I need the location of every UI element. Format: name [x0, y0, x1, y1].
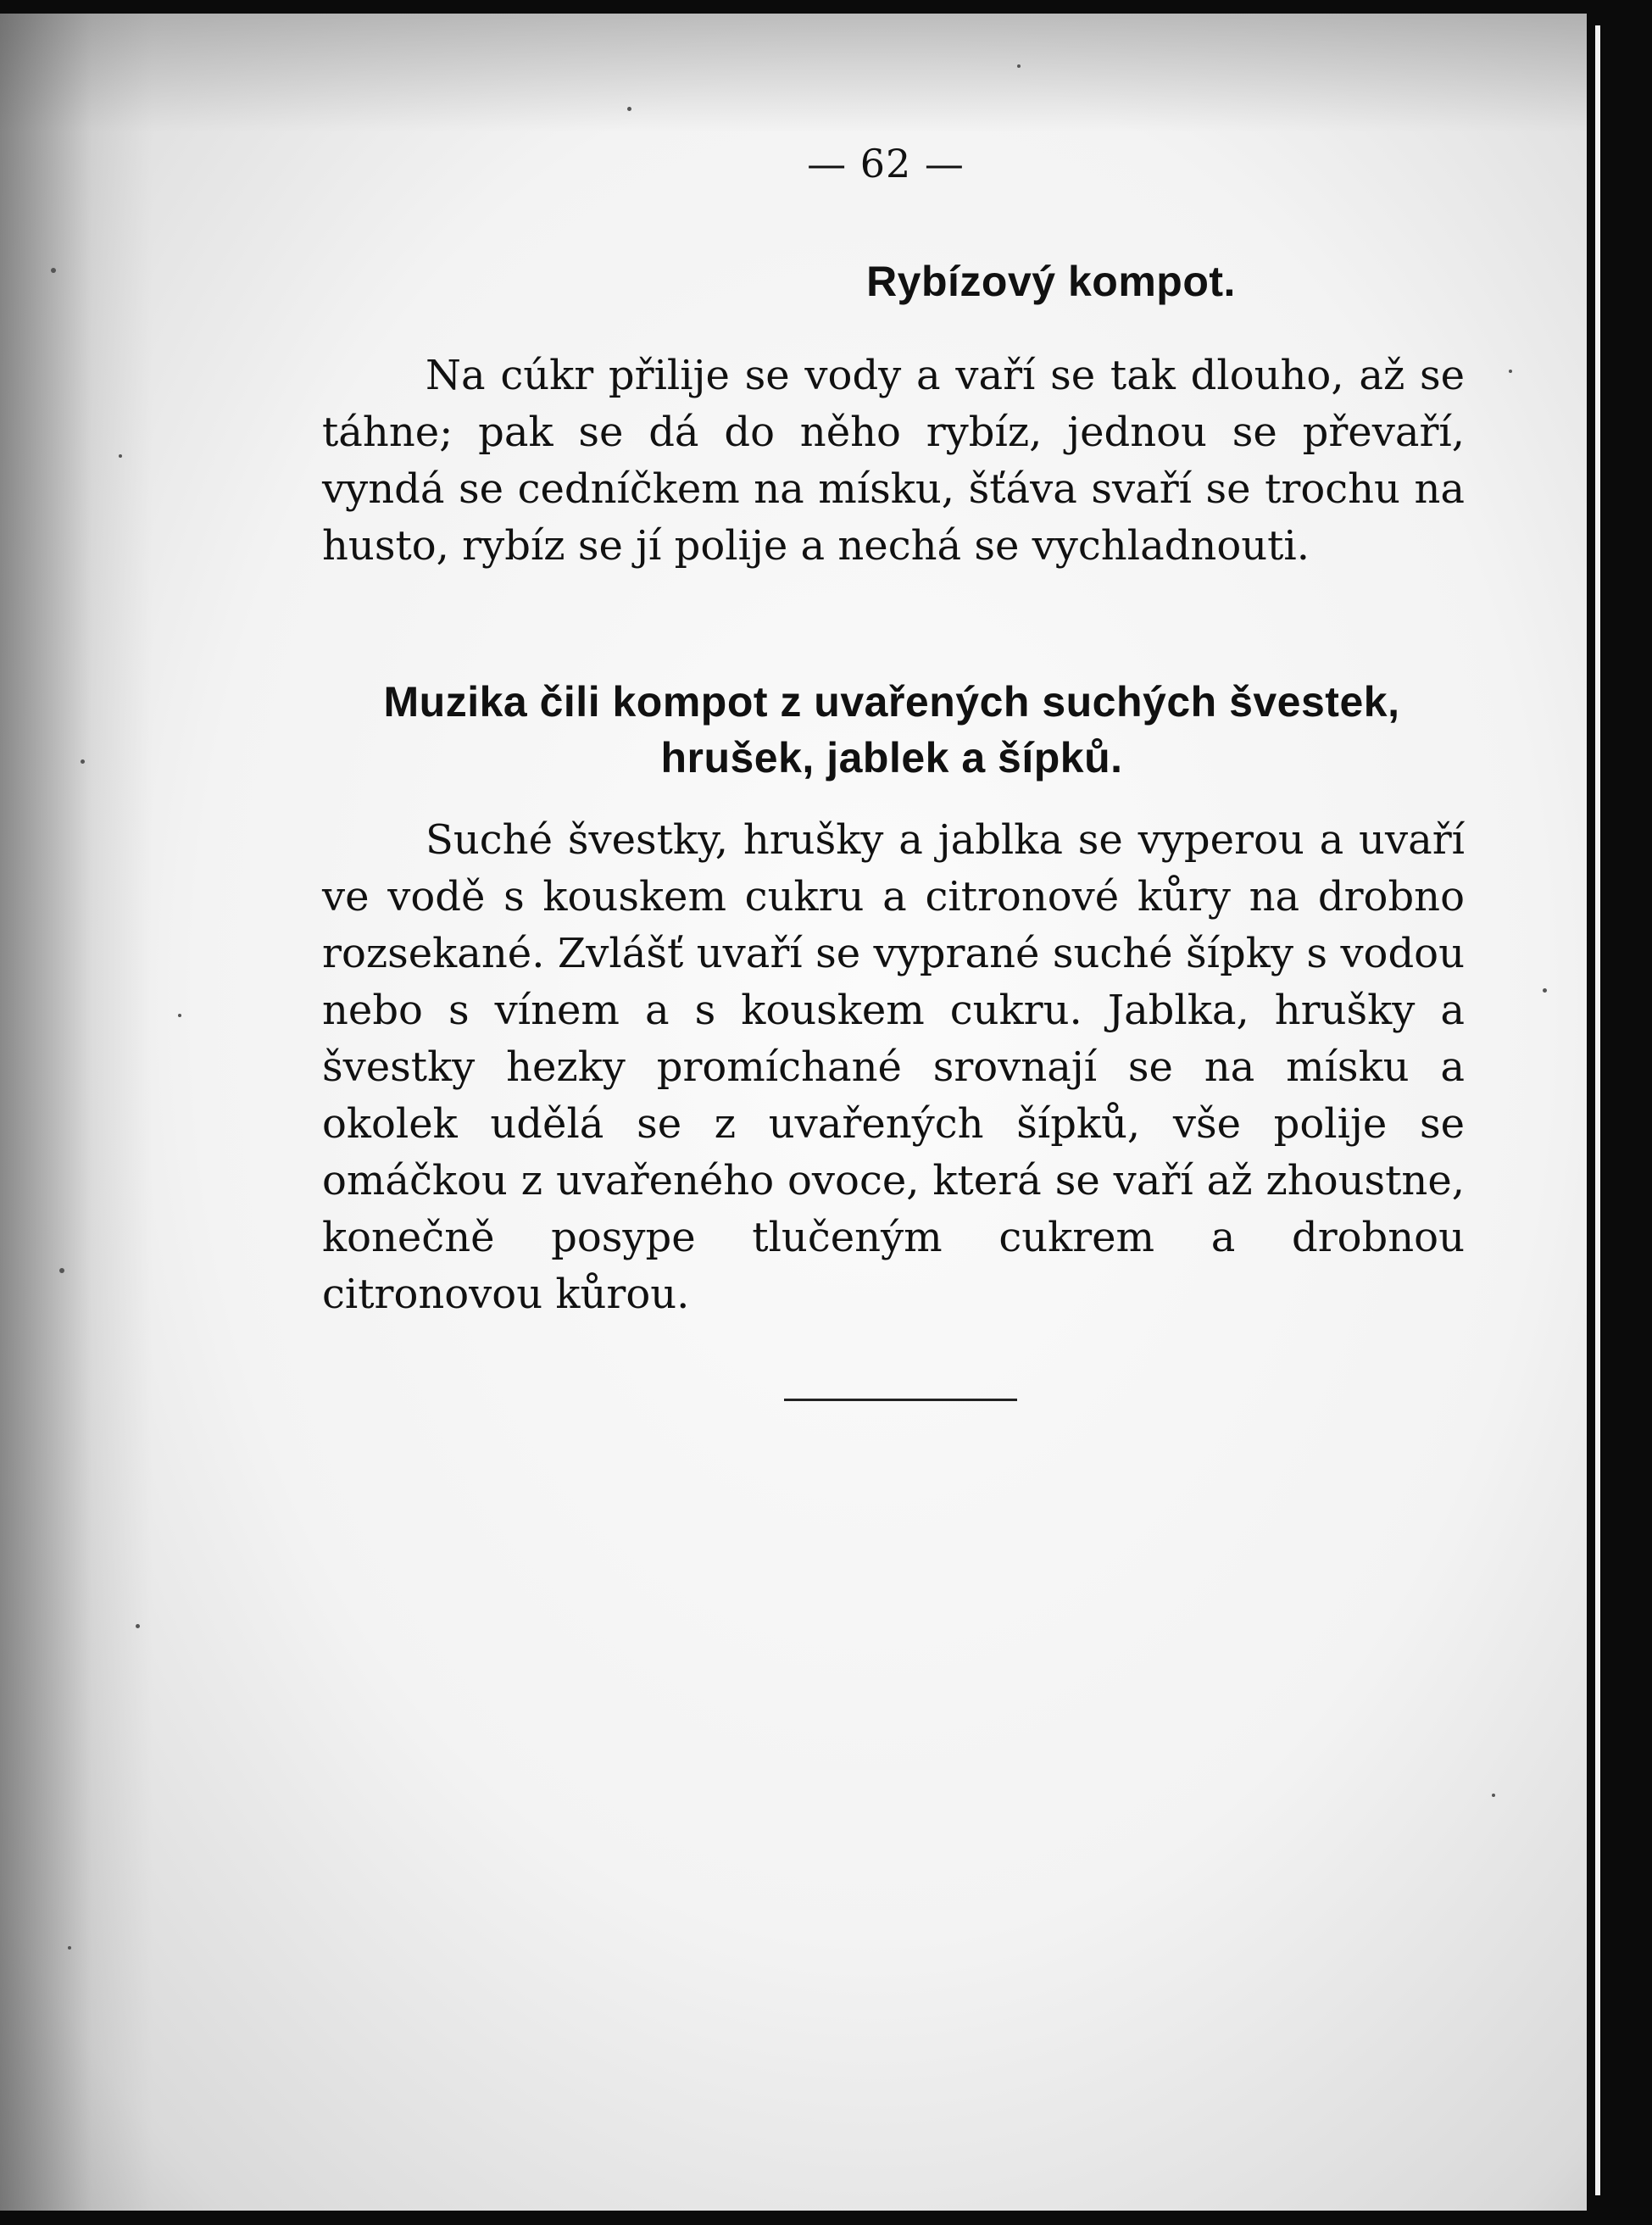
- page-number: — 62 —: [807, 141, 965, 186]
- section-paragraph: Na cúkr přilije se vody a vaří se tak dlouho, až se táhne; pak se dá do něho rybíz, jednou se převaří, vyndá se cedníčkem na mísku, šťáva svaří se trochu na husto, rybíz se jí polije a nechá se vychladnouti.: [322, 352, 1465, 570]
- print-speck: [136, 1624, 140, 1628]
- print-speck: [51, 268, 56, 273]
- print-speck: [1509, 370, 1512, 373]
- section-heading: Rybízový kompot.: [866, 258, 1236, 305]
- print-speck: [59, 1268, 64, 1273]
- print-speck: [119, 454, 122, 458]
- page-edge: [1595, 25, 1600, 2195]
- print-speck: [178, 1014, 181, 1017]
- print-speck: [1492, 1794, 1495, 1797]
- print-speck: [627, 107, 631, 111]
- print-speck: [1543, 988, 1547, 993]
- section-paragraph: Suché švestky, hrušky a jablka se vyperou a uvaří ve vodě s kouskem cukru a citronové kůry na drobno rozsekané. Zvlášť uvaří se vyprané suché šípky s vodou nebo s vínem a s kouskem cukru. Jablka, hrušky a švestky hezky promíchané srovnají se na mísku a okolek udělá se z uvařených šípků, vše polije se omáčkou z uvařeného ovoce, která se vaří až zhoustne, konečně posype tlučeným cukrem a drobnou citronovou kůrou.: [322, 816, 1465, 1318]
- section-heading: Muzika čili kompot z uvařených suchých švestek, hrušek, jablek a šípků.: [383, 678, 1400, 782]
- print-speck: [68, 1946, 71, 1950]
- end-rule: [784, 1399, 1017, 1401]
- print-speck: [81, 759, 85, 764]
- print-speck: [1017, 64, 1021, 68]
